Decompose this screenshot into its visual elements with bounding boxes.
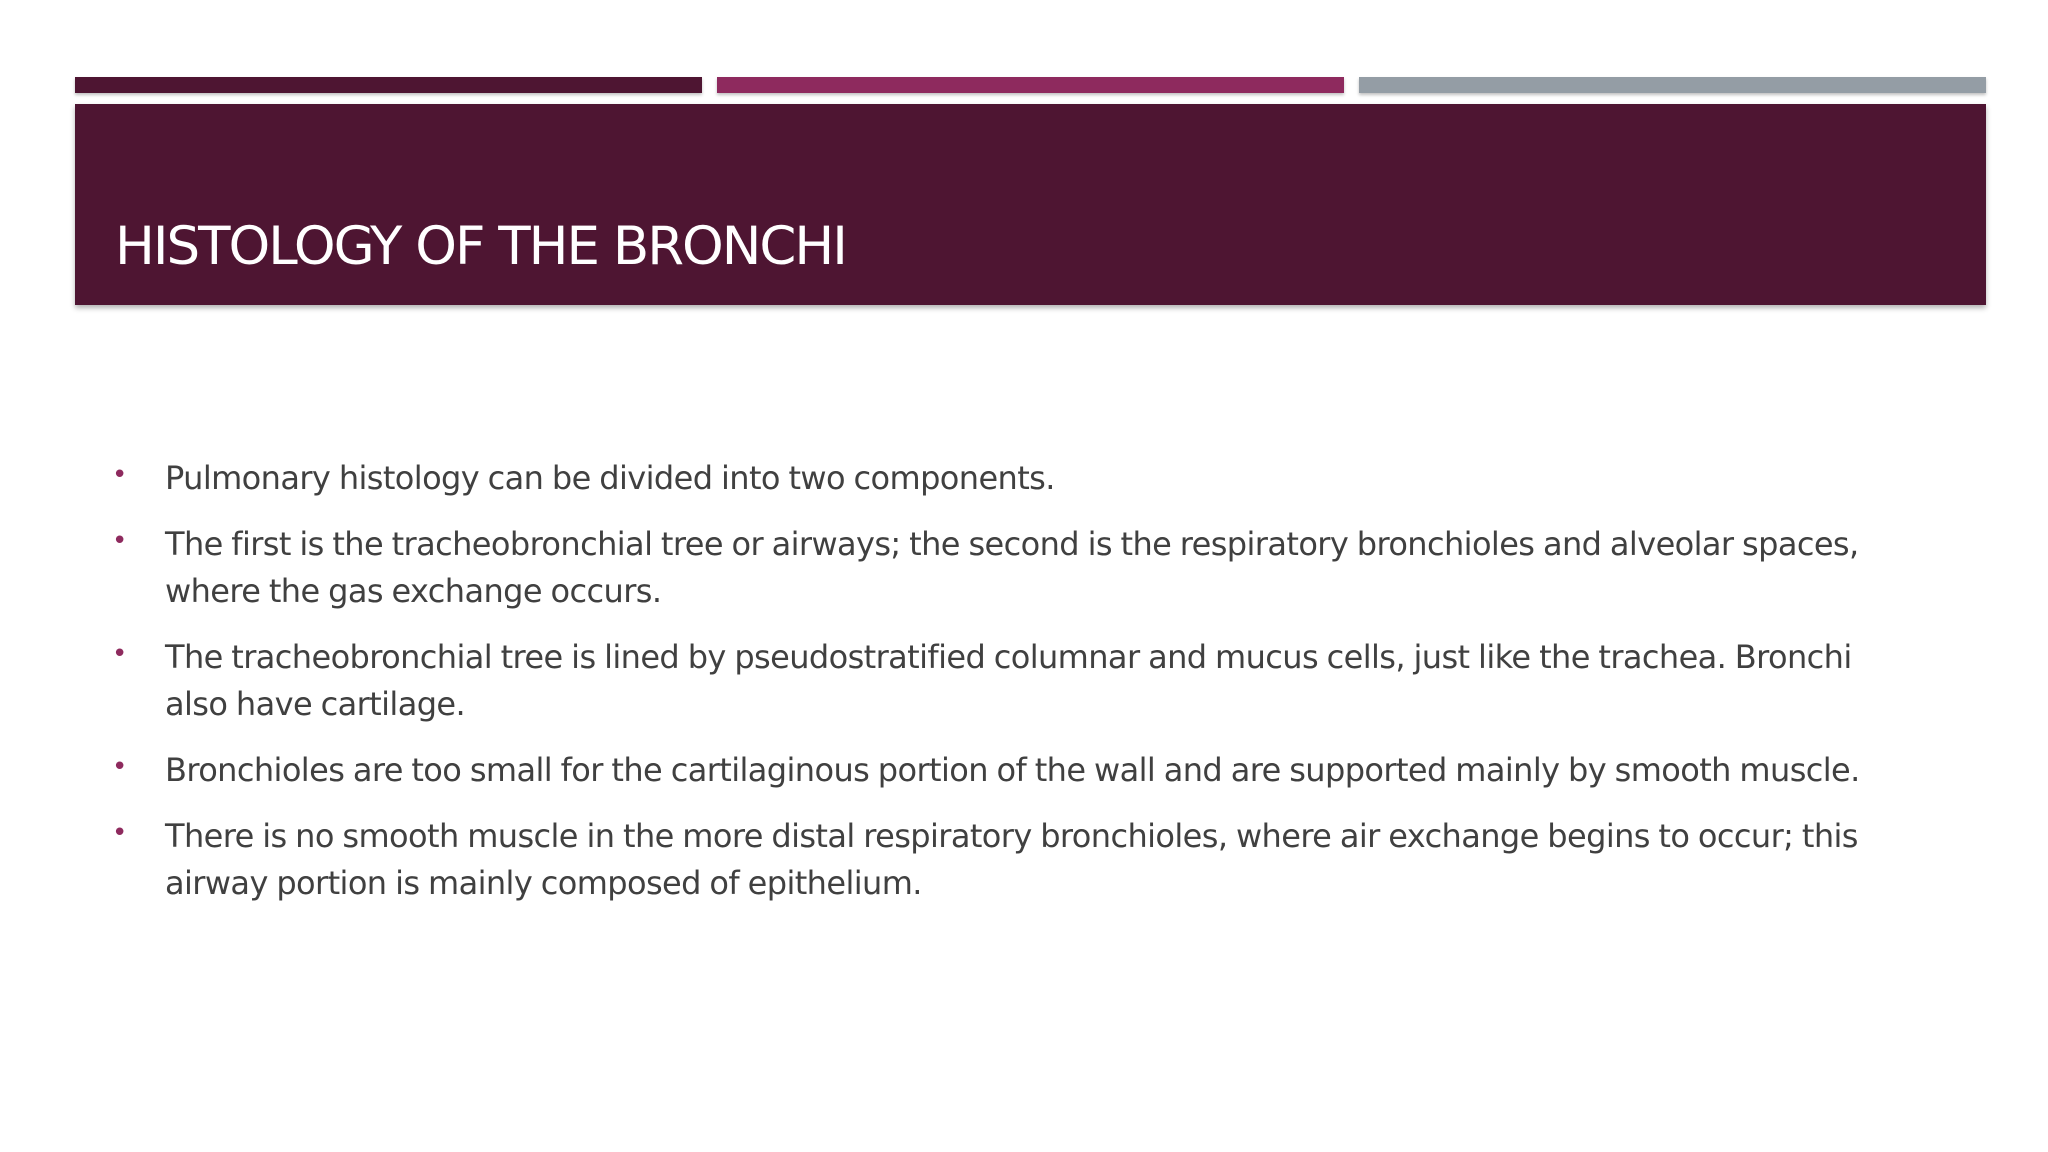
accent-bar-dark (75, 77, 702, 93)
bullet-icon: • (112, 526, 127, 556)
bullet-text: The tracheobronchial tree is lined by pseudostratified columnar and mucus cells, just like the trachea. Bronchi also have cartilage. (165, 638, 1852, 723)
bullet-list (112, 455, 1912, 926)
bullet-icon: • (112, 818, 127, 848)
accent-bar-magenta (717, 77, 1344, 93)
bullet-text: The first is the tracheobronchial tree or airways; the second is the respiratory bronchioles and alveolar spaces, where the gas exchange occurs. (165, 525, 1859, 610)
bullet-icon: • (112, 639, 127, 669)
bullet-item (112, 455, 1912, 502)
bullet-text: There is no smooth muscle in the more distal respiratory bronchioles, where air exchange begins to occur; this airway portion is mainly composed of epithelium. (165, 817, 1858, 902)
accent-bar-gray (1359, 77, 1986, 93)
bullet-item (112, 747, 1912, 794)
bullet-icon: • (112, 752, 127, 782)
title-band (75, 104, 1986, 305)
bullet-item (112, 813, 1912, 907)
bullet-icon: • (112, 460, 127, 490)
bullet-item (112, 634, 1912, 728)
slide-title: HISTOLOGY OF THE BRONCHI (115, 216, 846, 277)
bullet-text: Bronchioles are too small for the cartilaginous portion of the wall and are supported mainly by smooth muscle. (165, 751, 1860, 789)
bullet-item (112, 521, 1912, 615)
bullet-text: Pulmonary histology can be divided into two components. (165, 459, 1055, 497)
